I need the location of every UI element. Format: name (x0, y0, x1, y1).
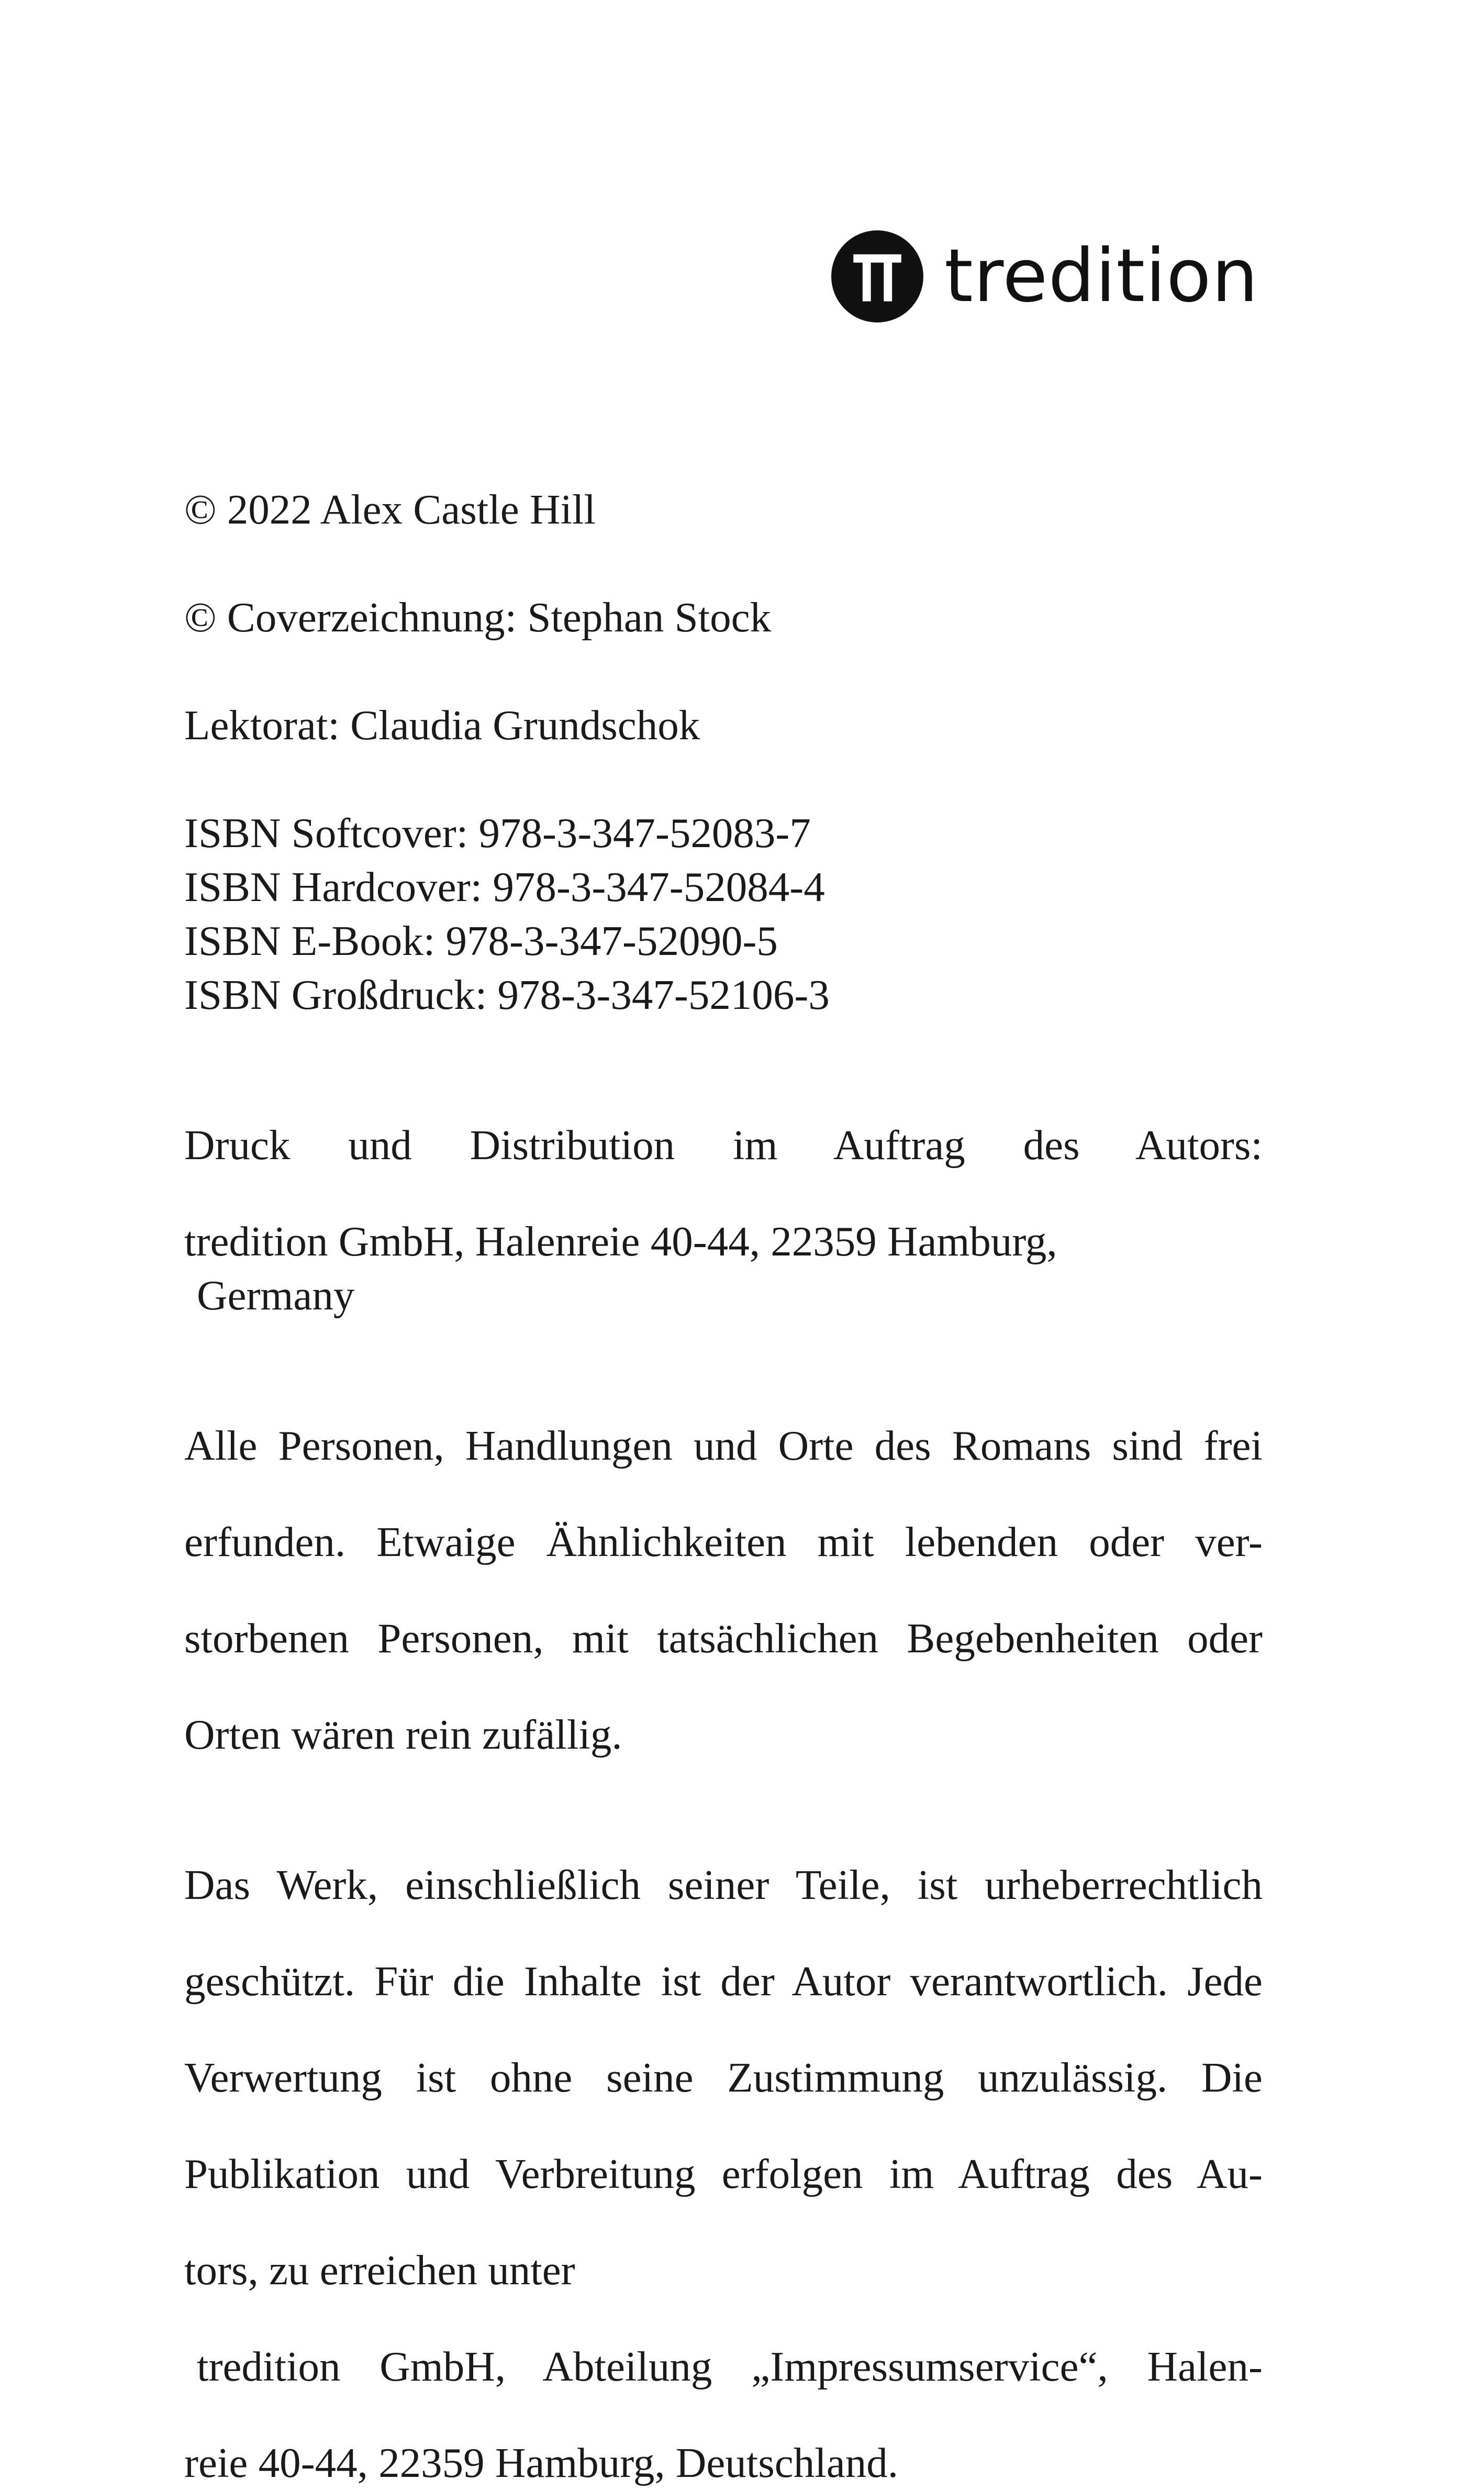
rights-line: tredition GmbH, Abteilung „Impressumservice“, Halen- (197, 2343, 1263, 2390)
disclaimer-line: erfunden. Etwaige Ähnlichkeiten mit lebenden oder ver- (184, 1518, 1263, 1565)
rights-line: tors, zu erreichen unter (184, 2247, 575, 2294)
tredition-logo-icon (831, 230, 923, 323)
copyright-author: © 2022 Alex Castle Hill (184, 486, 596, 533)
disclaimer-line: storbenen Personen, mit tatsächlichen Begebenheiten oder (184, 1615, 1263, 1662)
distribution-line: Druck und Distribution im Auftrag des Autors: (184, 1121, 1263, 1169)
rights-line: geschützt. Für die Inhalte ist der Autor verantwortlich. Jede (184, 1958, 1263, 2005)
isbn-grossdruck: ISBN Großdruck: 978-3-347-52106-3 (184, 971, 830, 1018)
isbn-softcover: ISBN Softcover: 978-3-347-52083-7 (184, 809, 811, 857)
imprint-text (184, 483, 1263, 2490)
distribution-line: tredition GmbH, Halenreie 40-44, 22359 Hamburg, (184, 1218, 1057, 1265)
tredition-logo (831, 229, 1258, 324)
disclaimer-line: Orten wären rein zufällig. (184, 1711, 622, 1758)
rights-line: Publikation und Verbreitung erfolgen im Auftrag des Au- (184, 2150, 1263, 2197)
isbn-list (184, 806, 1263, 1022)
rights-line: Verwertung ist ohne seine Zustimmung unzulässig. Die (184, 2054, 1263, 2101)
fiction-disclaimer (184, 1419, 1263, 1762)
isbn-hardcover: ISBN Hardcover: 978-3-347-52084-4 (184, 863, 825, 910)
disclaimer-line: Alle Personen, Handlungen und Orte des Romans sind frei (184, 1422, 1263, 1469)
copyright-cover: © Coverzeichnung: Stephan Stock (184, 594, 772, 641)
isbn-ebook: ISBN E-Book: 978-3-347-52090-5 (184, 917, 778, 964)
distribution-line: Germany (197, 1272, 355, 1319)
rights-line: reie 40-44, 22359 Hamburg, Deutschland. (184, 2439, 898, 2486)
rights-line: Das Werk, einschließlich seiner Teile, ist urheberrechtlich (184, 1861, 1263, 1908)
logo-wordmark: tredition (944, 234, 1259, 319)
rights-notice (184, 1858, 1263, 2490)
editor-credit: Lektorat: Claudia Grundschok (184, 702, 700, 749)
distribution-notice (184, 1118, 1263, 1322)
